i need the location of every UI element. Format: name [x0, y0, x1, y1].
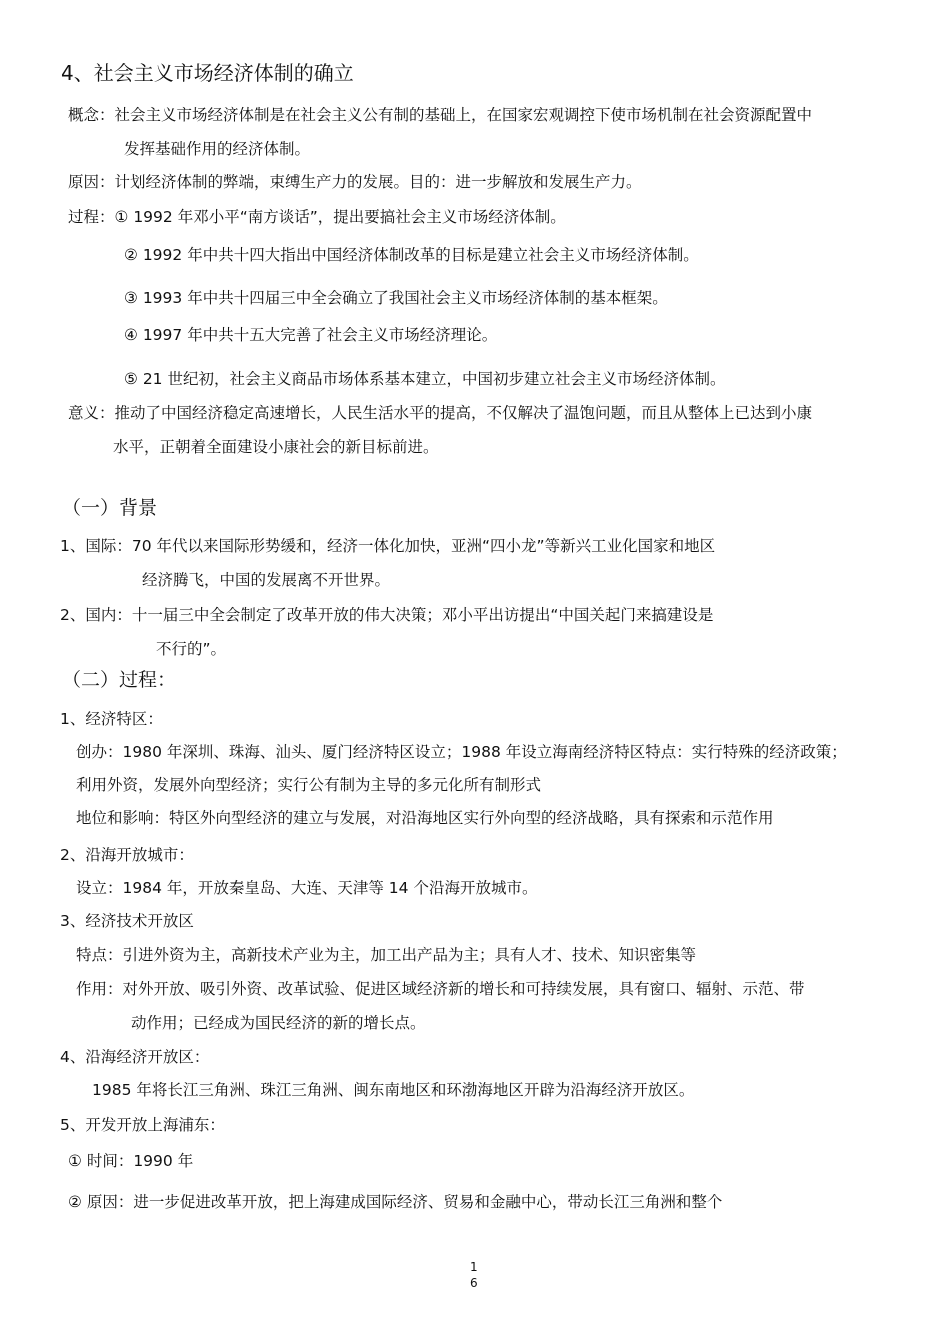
- coastal-cities-line: 设立：1984 年，开放秦皇岛、大连、天津等 14 个沿海开放城市。: [76, 879, 538, 897]
- significance-line-1: 意义：推动了中国经济稳定高速增长，人民生活水平的提高，不仅解决了温饱问题，而且从整体上已达到小康: [68, 404, 813, 422]
- coastal-zone-heading: 4、沿海经济开放区：: [60, 1048, 210, 1066]
- process-item-1: 过程：① 1992 年邓小平“南方谈话”，提出要搞社会主义市场经济体制。: [68, 208, 566, 226]
- pudong-reason-line: ② 原因：进一步促进改革开放，把上海建成国际经济、贸易和金融中心，带动长江三角洲和整个: [68, 1193, 723, 1211]
- background-heading: （一）背景: [62, 497, 158, 519]
- etdz-effect-line-2: 动作用；已经成为国民经济的新的增长点。: [131, 1014, 426, 1032]
- significance-line-2: 水平，正朝着全面建设小康社会的新目标前进。: [113, 438, 439, 456]
- sez-heading: 1、经济特区：: [60, 710, 163, 728]
- sez-founding-line-1: 创办：1980 年深圳、珠海、汕头、厦门经济特区设立；1988 年设立海南经济特区特点：实行特殊的经济政策；: [76, 743, 847, 761]
- process-item-2: ② 1992 年中共十四大指出中国经济体制改革的目标是建立社会主义市场经济体制。: [124, 246, 699, 264]
- reason-line: 原因：计划经济体制的弊端，束缚生产力的发展。目的：进一步解放和发展生产力。: [68, 173, 642, 191]
- pudong-time-line: ① 时间：1990 年: [68, 1152, 194, 1170]
- coastal-cities-heading: 2、沿海开放城市：: [60, 846, 194, 864]
- sez-role-line: 地位和影响：特区外向型经济的建立与发展，对沿海地区实行外向型的经济战略，具有探索和示范作用: [76, 809, 774, 827]
- sez-founding-line-2: 利用外资，发展外向型经济；实行公有制为主导的多元化所有制形式: [76, 776, 542, 794]
- etdz-effect-line-1: 作用：对外开放、吸引外资、改革试验、促进区域经济新的增长和可持续发展，具有窗口、辐射、示范、带: [76, 980, 805, 998]
- process-item-5: ⑤ 21 世纪初，社会主义商品市场体系基本建立，中国初步建立社会主义市场经济体制。: [124, 370, 726, 388]
- pudong-heading: 5、开发开放上海浦东：: [60, 1116, 225, 1134]
- page-number-top: 1: [470, 1260, 478, 1274]
- process-heading: （二）过程：: [62, 669, 177, 691]
- background-intl-line-1: 1、国际：70 年代以来国际形势缓和，经济一体化加快，亚洲“四小龙”等新兴工业化国家和地区: [60, 537, 716, 555]
- background-intl-line-2: 经济腾飞，中国的发展离不开世界。: [142, 571, 391, 589]
- concept-line-2: 发挥基础作用的经济体制。: [124, 140, 311, 158]
- page-number-bottom: 6: [470, 1276, 478, 1290]
- etdz-features-line: 特点：引进外资为主，高新技术产业为主，加工出产品为主；具有人才、技术、知识密集等: [76, 946, 697, 964]
- concept-line-1: 概念：社会主义市场经济体制是在社会主义公有制的基础上，在国家宏观调控下使市场机制在社会资源配置中: [68, 106, 813, 124]
- section-title: 4、社会主义市场经济体制的确立: [61, 61, 354, 85]
- process-item-4: ④ 1997 年中共十五大完善了社会主义市场经济理论。: [124, 326, 498, 344]
- background-domestic-line-1: 2、国内：十一届三中全会制定了改革开放的伟大决策；邓小平出访提出“中国关起门来搞建设是: [60, 606, 714, 624]
- background-domestic-line-2: 不行的”。: [156, 640, 227, 658]
- coastal-zone-line: 1985 年将长江三角洲、珠江三角洲、闽东南地区和环渤海地区开辟为沿海经济开放区。: [92, 1081, 695, 1099]
- etdz-heading: 3、经济技术开放区: [60, 912, 194, 930]
- process-item-3: ③ 1993 年中共十四届三中全会确立了我国社会主义市场经济体制的基本框架。: [124, 289, 668, 307]
